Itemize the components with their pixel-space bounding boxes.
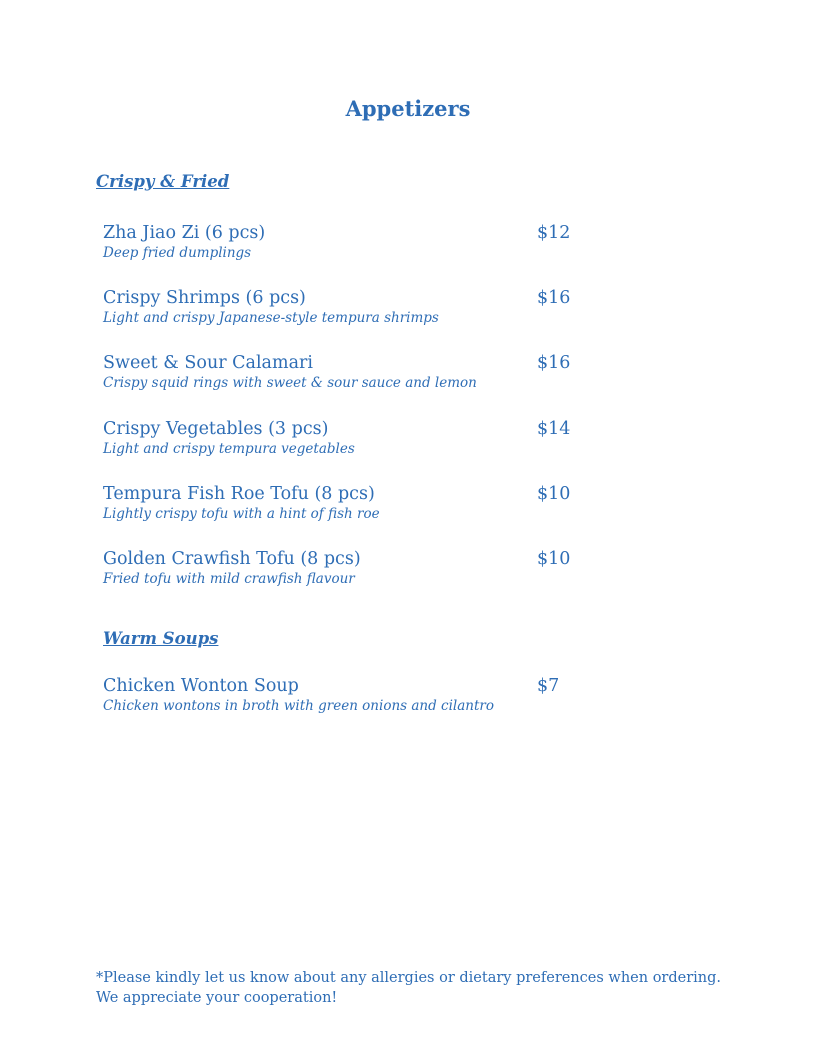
item-name: Crispy Shrimps (6 pcs) <box>103 288 306 308</box>
page-title: Appetizers <box>345 96 471 121</box>
allergy-note-line: *Please kindly let us know about any allergies or dietary preferences when ordering. <box>96 970 722 986</box>
item-description: Fried tofu with mild crawfish flavour <box>103 571 355 587</box>
item-name: Tempura Fish Roe Tofu (8 pcs) <box>103 484 375 504</box>
menu-item <box>103 483 583 523</box>
menu-item <box>103 352 583 392</box>
item-name: Golden Crawfish Tofu (8 pcs) <box>103 549 361 569</box>
thank-you-line: We appreciate your cooperation! <box>96 990 338 1006</box>
section-heading-warm-soups: Warm Soups <box>103 629 219 648</box>
item-name: Chicken Wonton Soup <box>103 676 299 696</box>
item-price: $7 <box>537 676 560 696</box>
item-price: $10 <box>537 549 571 569</box>
item-price: $14 <box>537 419 571 439</box>
item-description: Chicken wontons in broth with green onions and cilantro <box>103 698 494 714</box>
item-price: $16 <box>537 353 571 373</box>
item-description: Crispy squid rings with sweet & sour sauce and lemon <box>103 375 477 391</box>
item-description: Lightly crispy tofu with a hint of fish roe <box>103 506 380 522</box>
item-price: $10 <box>537 484 571 504</box>
item-price: $16 <box>537 288 571 308</box>
menu-item <box>103 418 583 458</box>
section-heading-crispy-fried: Crispy & Fried <box>96 172 230 191</box>
menu-item <box>103 222 583 262</box>
item-price: $12 <box>537 223 571 243</box>
menu-item <box>103 548 583 588</box>
item-description: Light and crispy tempura vegetables <box>103 441 355 457</box>
item-name: Zha Jiao Zi (6 pcs) <box>103 223 266 243</box>
item-name: Crispy Vegetables (3 pcs) <box>103 419 329 439</box>
item-name: Sweet & Sour Calamari <box>103 353 313 373</box>
item-description: Deep fried dumplings <box>103 245 252 261</box>
allergy-note <box>96 968 776 1008</box>
item-description: Light and crispy Japanese-style tempura shrimps <box>103 310 439 326</box>
menu-item <box>103 287 583 327</box>
menu-item <box>103 675 583 715</box>
